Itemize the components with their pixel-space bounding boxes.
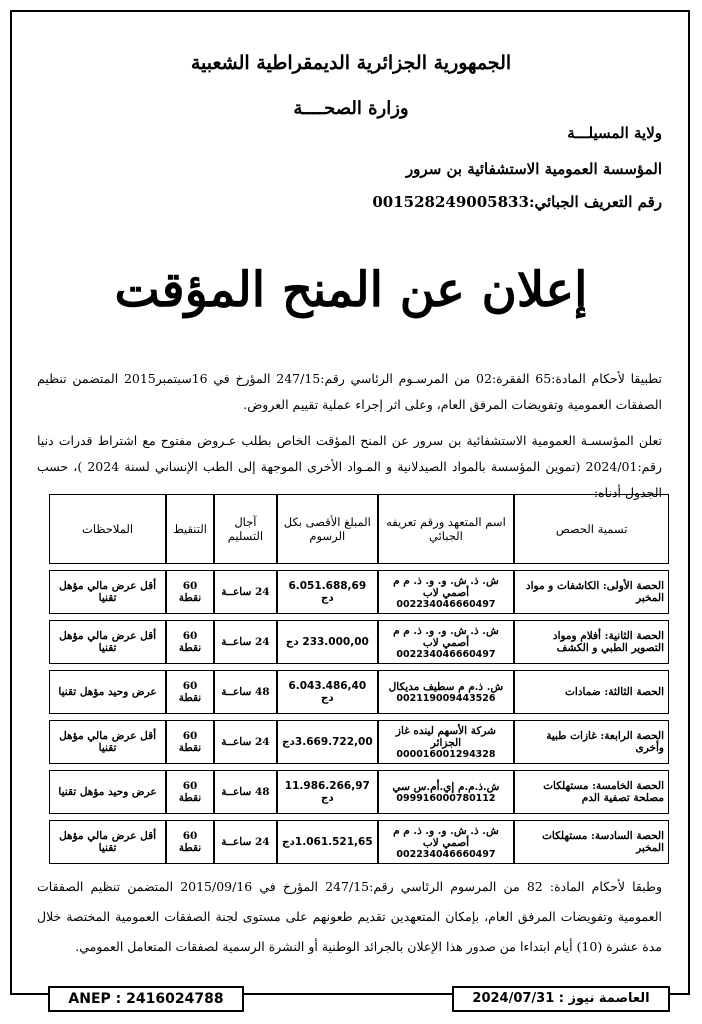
table-row [49,570,669,614]
supplier-cell [378,770,515,814]
header-notes: الملاحظات [49,494,166,564]
supplier-tax-id: 002234046660497 [396,648,496,660]
republic-heading: الجمهورية الجزائرية الديمقراطية الشعبية [190,52,512,74]
table-row [49,670,669,714]
amount: 3.669.722,00دج [277,720,378,764]
province-label: ولاية المسيلـــة [567,124,662,142]
notes: أقل عرض مالي مؤهل تقنيا [49,570,166,614]
supplier-cell [378,570,515,614]
delivery-time: 24 ساعــة [214,720,277,764]
score: 60 نقطة [166,670,214,714]
lot-name: الحصة الأولى: الكاشفات و مواد المخبر [514,570,669,614]
notes: أقل عرض مالي مؤهل تقنيا [49,720,166,764]
score: 60 نقطة [166,620,214,664]
lot-name: الحصة الثالثة: ضمادات [514,670,669,714]
score: 60 نقطة [166,720,214,764]
amount: 233.000,00 دج [277,620,378,664]
anep-reference: ANEP : 2416024788 [48,986,244,1012]
delivery-time: 24 ساعــة [214,620,277,664]
score: 60 نقطة [166,570,214,614]
delivery-time: 24 ساعــة [214,820,277,864]
supplier-name: ش. ذ. ش. و. و. ذ. م م أصمي لاب [393,624,499,649]
supplier-cell [378,820,515,864]
table-row [49,720,669,764]
notes: عرض وحيد مؤهل تقنيا [49,670,166,714]
notes: عرض وحيد مؤهل تقنيا [49,770,166,814]
lot-name: الحصة الرابعة: غازات طبية وأخرى [514,720,669,764]
supplier-name: شركة الأسهم لينده غاز الجزائر [395,724,496,749]
newspaper-reference: العاصمة نيوز : 2024/07/31 [452,986,670,1012]
table-row [49,770,669,814]
amount: 6.043.486,40 دج [277,670,378,714]
supplier-tax-id: 002119009443526 [396,692,496,704]
supplier-name: ش. ذ.م م سطيف مديكال [388,680,504,693]
notes: أقل عرض مالي مؤهل تقنيا [49,820,166,864]
delivery-time: 24 ساعــة [214,570,277,614]
closing-paragraph: وطبقا لأحكام المادة: 82 من المرسوم الرئاسي رقم:247/15 المؤرخ في 2015/09/16 المتضمن تنظيم الصفقات العمومية وتفويضات المرفق العام، بإمكان المتعهدين تقديم طعونهم على مستوى لجنة الصفقات العمومية المختصة خلال مدة عشرة (10) أيام ابتداءا من صدور هذا الإعلان بالجرائد الوطنية أو النشرة الرسمية لصفقات المتعامل العمومي. [37,879,662,954]
lot-name: الحصة الثانية: أفلام ومواد التصوير الطبي و الكشف [514,620,669,664]
institution-label: المؤسسة العمومية الاستشفائية بن سرور [405,160,662,178]
supplier-name: ش. ذ. ش. و. و. ذ. م م أصمي لاب [393,824,499,849]
intro-paragraph: تطبيقا لأحكام المادة:65 الفقرة:02 من المرسـوم الرئاسي رقم:247/15 المؤرخ في 16سبتمبر2015 المتضمن تنظيم الصفقات العمومية وتفويضات المرفق العام، وعلى اثر إجراء عملية تقييم العروض. [37,371,663,412]
supplier-cell [378,620,515,664]
delivery-time: 48 ساعــة [214,770,277,814]
ministry-heading: وزارة الصحــــة [293,98,409,119]
header-lot: تسمية الحصص [514,494,669,564]
supplier-name: ش. ذ. ش. و. و. ذ. م م أصمي لاب [393,574,499,599]
table-row [49,620,669,664]
header-amount: المبلغ الأقصى بكل الرسوم [277,494,378,564]
table-header-row [49,494,669,564]
header-score: التنقيط [166,494,214,564]
amount: 6.051.688,69 دج [277,570,378,614]
notes: أقل عرض مالي مؤهل تقنيا [49,620,166,664]
header-delivery: آجال التسليم [214,494,277,564]
supplier-tax-id: 002234046660497 [396,848,496,860]
supplier-cell [378,670,515,714]
score: 60 نقطة [166,820,214,864]
supplier-cell [378,720,515,764]
page-title: إعلان عن المنح المؤقت [114,262,588,318]
delivery-time: 48 ساعــة [214,670,277,714]
amount: 11.986.266,97 دج [277,770,378,814]
table-row [49,820,669,864]
supplier-tax-id: 099916000780112 [396,792,496,804]
lot-name: الحصة الخامسة: مستهلكات مصلحة تصفية الدم [514,770,669,814]
tax-id-label: رقم التعريف الجبائي:001528249005833 [372,193,662,211]
supplier-tax-id: 000016001294328 [396,748,496,760]
lots-table [49,488,669,870]
supplier-tax-id: 002234046660497 [396,598,496,610]
score: 60 نقطة [166,770,214,814]
header-supplier: اسم المتعهد ورقم تعريفه الجبائي [378,494,515,564]
announcement-paragraph: تعلن المؤسسـة العمومية الاستشفائية بن سرور عن المنح المؤقت الخاص بطلب عـروض مفتوح مع اشتراط قدرات دنيا رقم:2024/01 (تموين المؤسسة بالمواد الصيدلانية و المـواد الأخرى الموجهة إلى الطب الإنساني لسنة 2024 )، حسب الجدول أدناه: [37,433,662,500]
lot-name: الحصة السادسة: مستهلكات المخبر [514,820,669,864]
supplier-name: ش.ذ.م.م إي.أم.س سي [392,780,500,793]
amount: 1.061.521,65دج [277,820,378,864]
